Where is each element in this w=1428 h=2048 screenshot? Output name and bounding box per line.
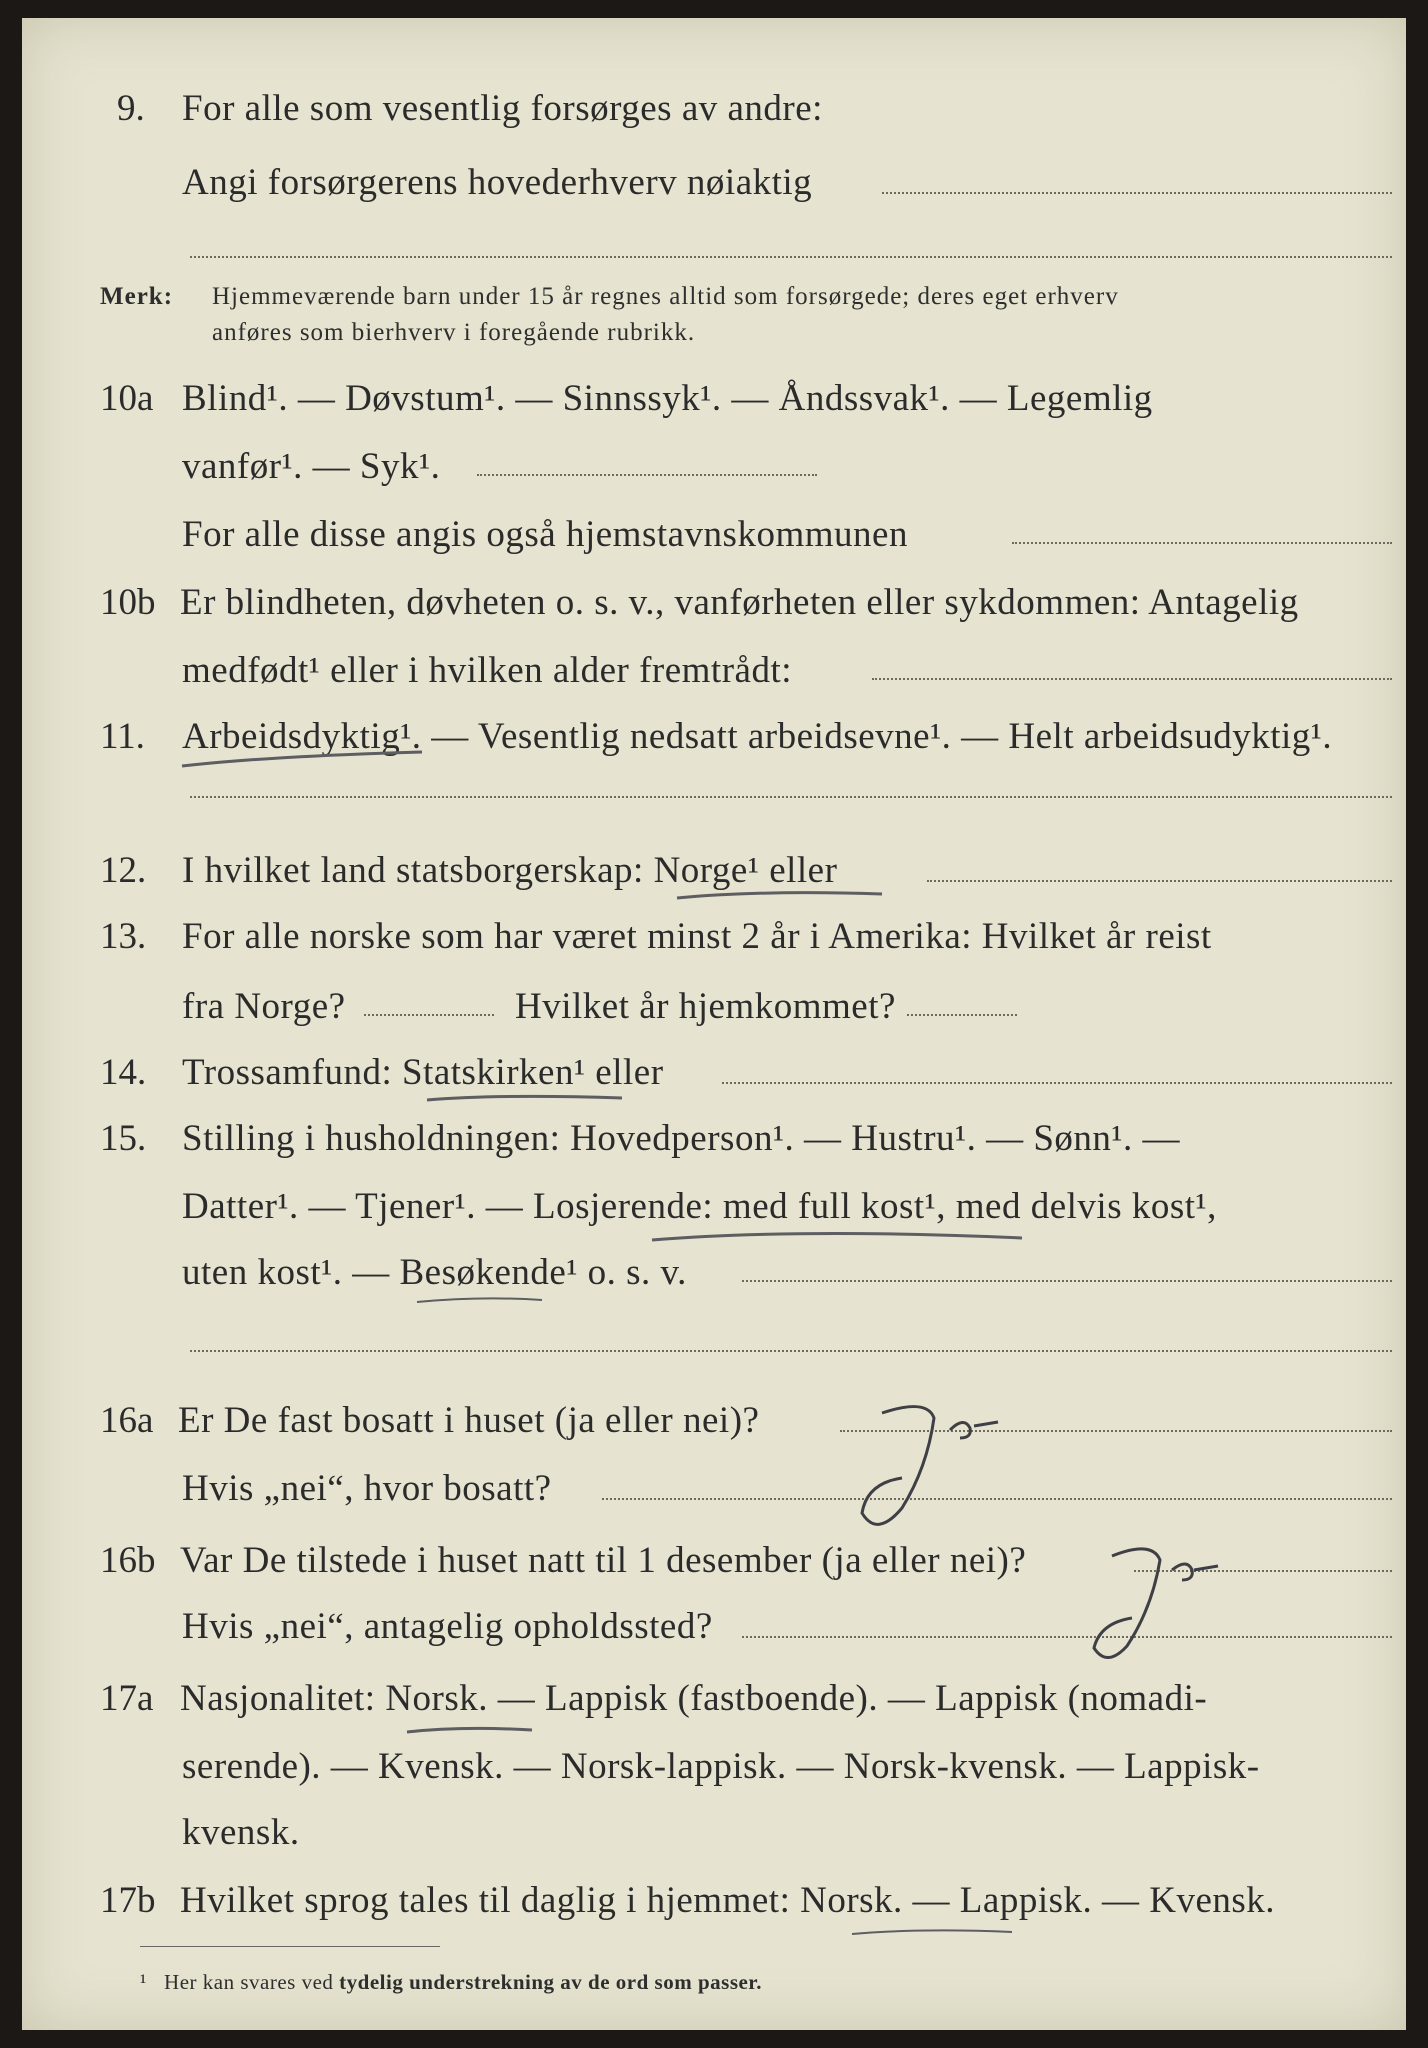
underline-besokende [417,1298,542,1302]
q10b-line1: Er blindheten, døvheten o. s. v., vanførheten eller sykdommen: Antagelig [180,582,1299,623]
q15-number: 15. [100,1118,147,1159]
q17a-line3: kvensk. [182,1812,300,1853]
q16a-line2: Hvis „nei“, hvor bosatt? [182,1468,552,1509]
q10a-line3: For alle disse angis også hjemstavnskommunen [182,514,908,555]
q17a-number: 17a [100,1678,154,1719]
q16a-line1: Er De fast bosatt i huset (ja eller nei)? [178,1400,760,1441]
q15-line3: uten kost¹. — Besøkende¹ o. s. v. [182,1252,687,1293]
footnote-text-a: Her kan svares ved [164,1970,340,1994]
footnote-text-b: tydelig understrekning av de ord som passer. [339,1970,762,1994]
q14-number: 14. [100,1052,147,1093]
q17a-line2: serende). — Kvensk. — Norsk-lappisk. — Norsk-kvensk. — Lappisk- [182,1746,1260,1787]
q10b-number: 10b [100,582,156,623]
q9-line2: Angi forsørgerens hovederhverv nøiaktig [182,162,813,203]
q16b-line2: Hvis „nei“, antagelig opholdssted? [182,1606,713,1647]
q16b-number: 16b [100,1540,156,1581]
pencil-marks [22,18,1406,2030]
q14-line1: Trossamfund: Statskirken¹ eller [182,1052,664,1093]
q12-number: 12. [100,850,147,891]
underline-norsk-17b [852,1930,1012,1934]
q11-number: 11. [100,716,145,757]
q15-line1: Stilling i husholdningen: Hovedperson¹. — Hustru¹. — Sønn¹. — [182,1118,1181,1159]
merk-line1: Hjemmeværende barn under 15 år regnes alltid som forsørgede; deres eget erhverv [212,283,1119,310]
q16b-line1: Var De tilstede i huset natt til 1 desember (ja eller nei)? [180,1540,1027,1581]
census-form-page [22,18,1406,2030]
underline-norsk-17a [407,1728,532,1732]
q15-line2: Datter¹. — Tjener¹. — Losjerende: med full kost¹, med delvis kost¹, [182,1186,1217,1227]
q17a-line1: Nasjonalitet: Norsk. — Lappisk (fastboende). — Lappisk (nomadi- [180,1678,1208,1719]
merk-line2: anføres som bierhverv i foregående rubrikk. [212,319,696,346]
underline-statskirken [427,1096,622,1100]
q17b-number: 17b [100,1880,156,1921]
q13-line2b: Hvilket år hjemkommet? [515,986,896,1027]
q10a-number: 10a [100,378,154,419]
handwritten-ja-16a [862,1407,998,1525]
underline-med-full-kost [652,1233,1022,1240]
merk-label: Merk: [100,283,174,310]
q10b-line2: medfødt¹ eller i hvilken alder fremtrådt: [182,650,793,691]
footnote-mark: ¹ [140,1970,147,1994]
q16a-number: 16a [100,1400,154,1441]
underline-norge [677,893,882,898]
q12-line1: I hvilket land statsborgerskap: Norge¹ eller [182,850,838,891]
q13-number: 13. [100,916,147,957]
q10a-line1: Blind¹. — Døvstum¹. — Sinnssyk¹. — Åndssvak¹. — Legemlig [182,378,1153,419]
handwritten-ja-16b [1094,1549,1218,1658]
q17b-line1: Hvilket sprog tales til daglig i hjemmet: Norsk. — Lappisk. — Kvensk. [180,1880,1276,1921]
q13-line2a: fra Norge? [182,986,346,1027]
q9-number: 9. [117,88,145,129]
q10a-line2: vanfør¹. — Syk¹. [182,446,441,487]
q13-line1: For alle norske som har været minst 2 år i Amerika: Hvilket år reist [182,916,1212,957]
q11-line1: Arbeidsdyktig¹. — Vesentlig nedsatt arbeidsevne¹. — Helt arbeidsudyktig¹. [182,716,1333,757]
underline-arbeidsdyktig [182,752,422,766]
q9-line1: For alle som vesentlig forsørges av andre: [182,88,823,129]
